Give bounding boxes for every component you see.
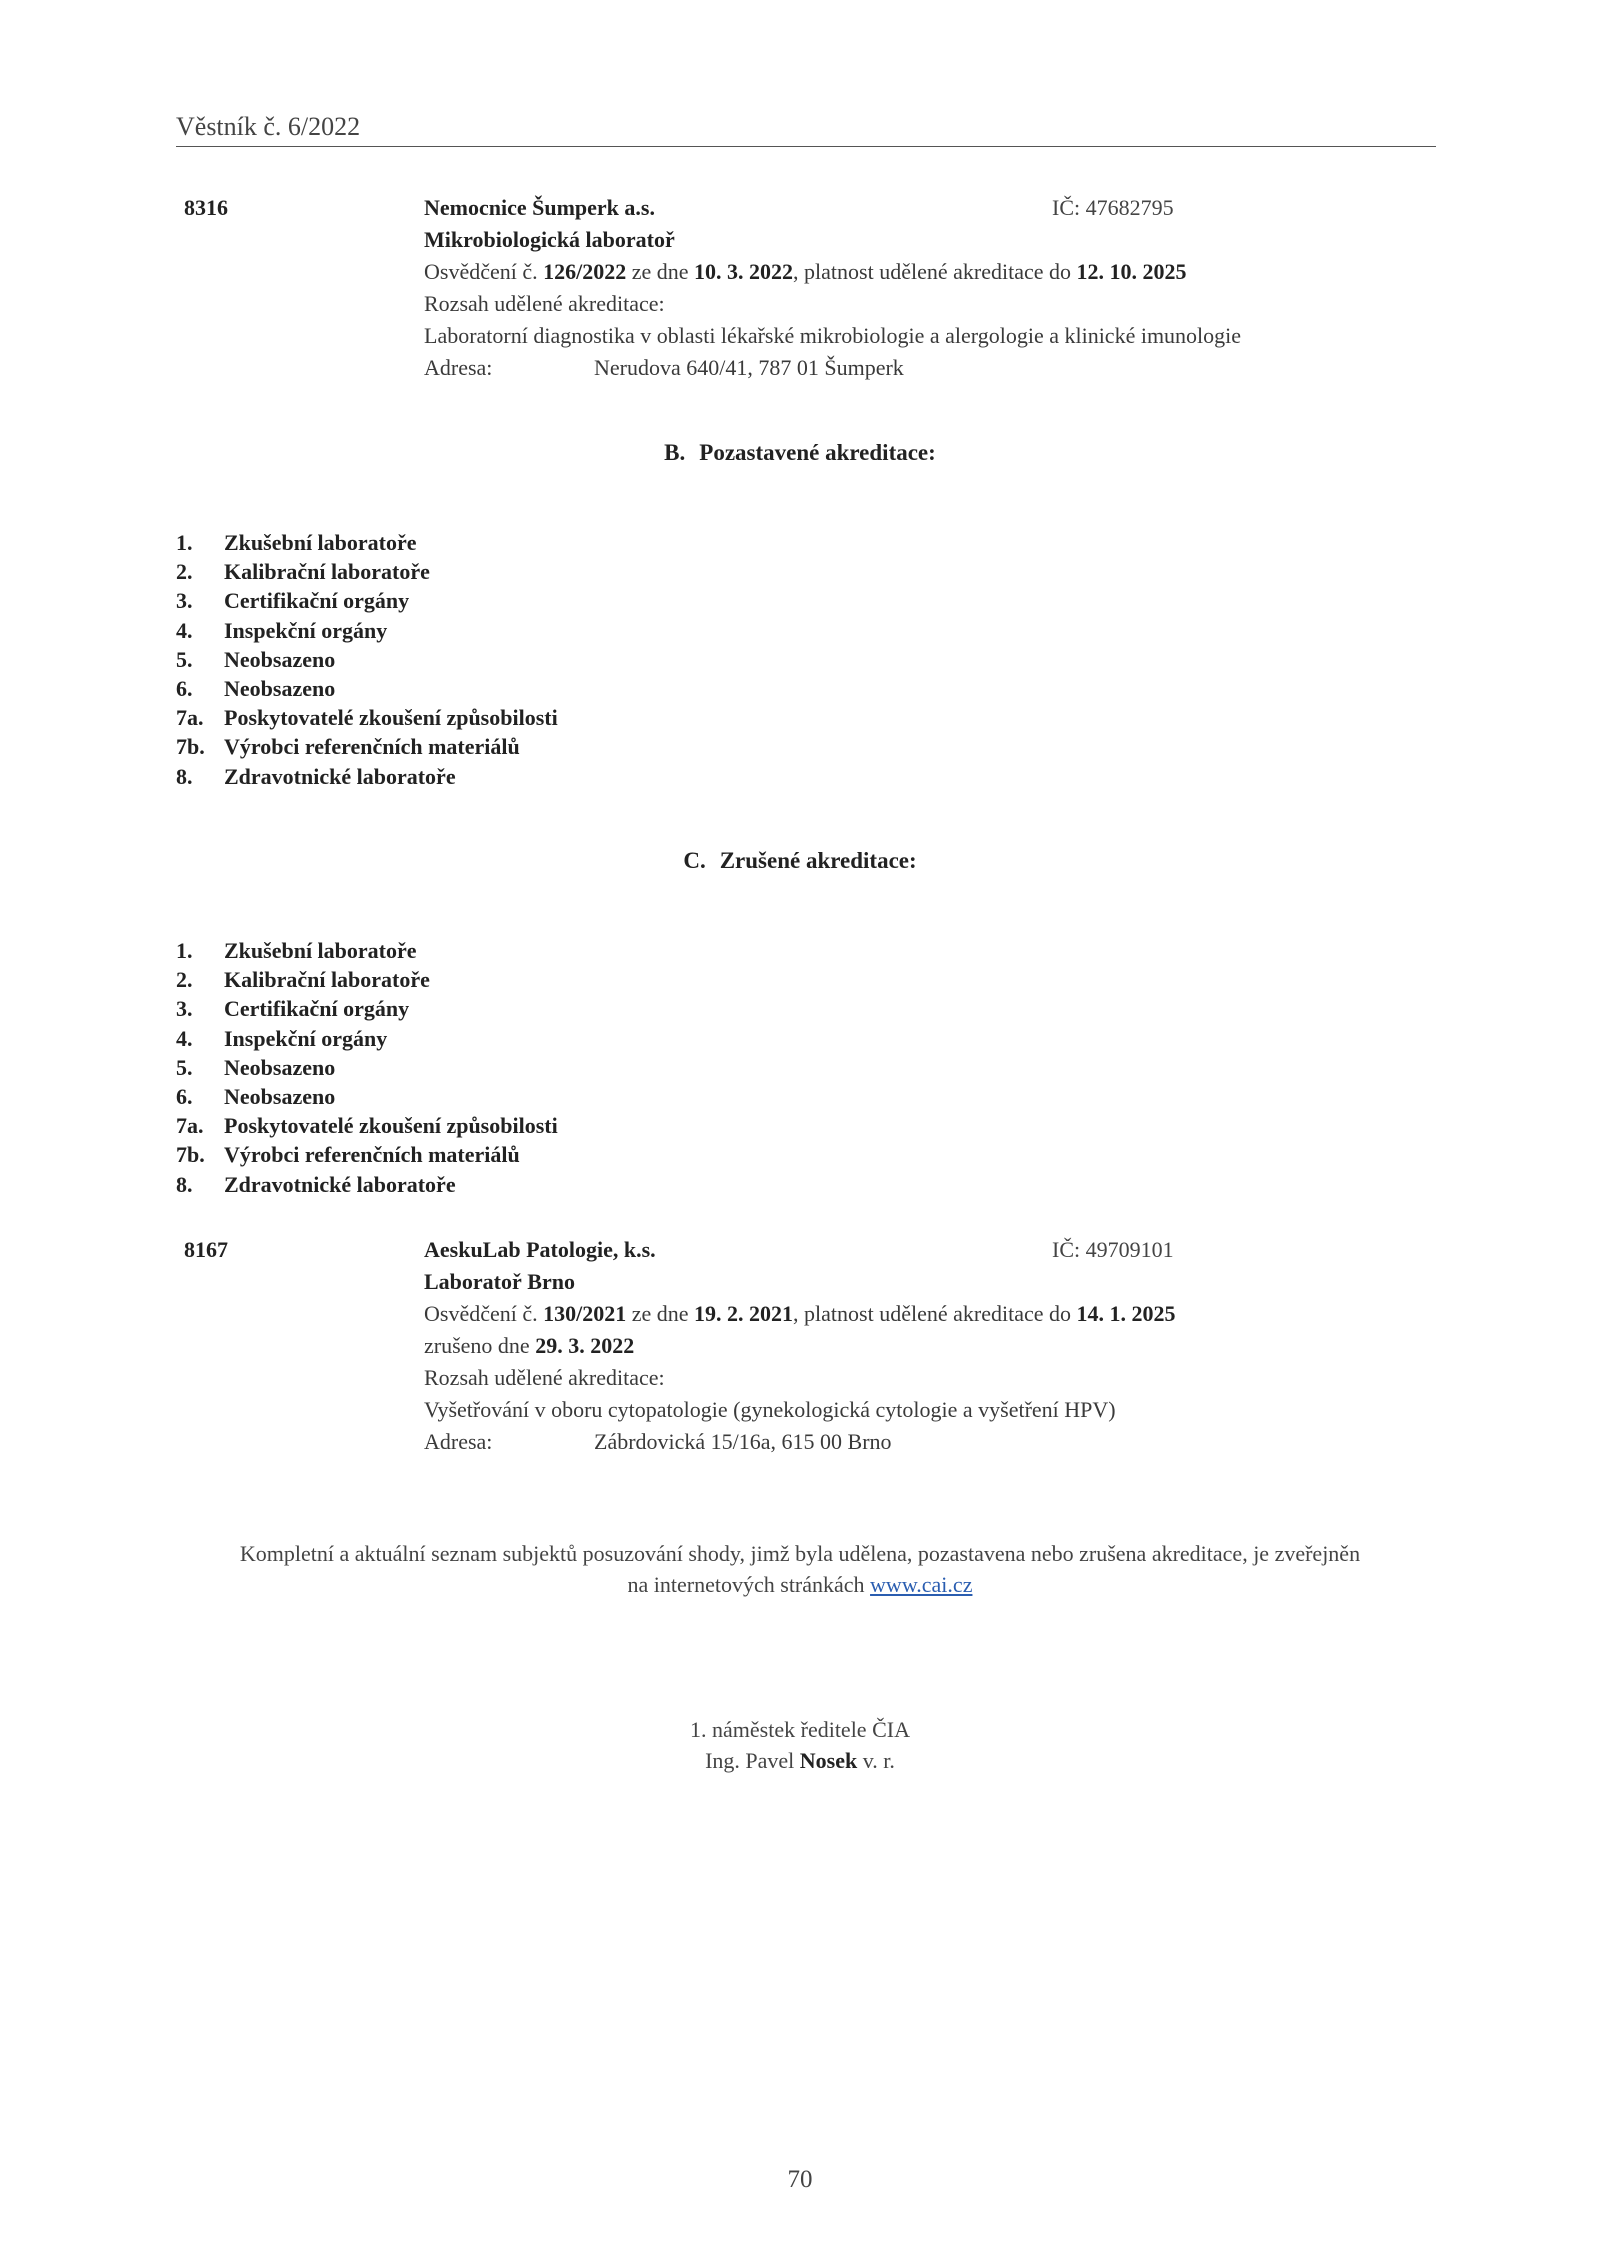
note-text: na internetových stránkách <box>627 1572 865 1597</box>
item-label: Zkušební laboratoře <box>224 938 417 963</box>
certificate-date-prefix: ze dne <box>631 1301 689 1326</box>
item-label: Certifikační orgány <box>224 588 410 614</box>
certificate-date: 19. 2. 2021 <box>694 1301 794 1326</box>
list-item <box>176 1082 558 1111</box>
item-number: 4. <box>176 1025 193 1051</box>
item-number: 6. <box>176 676 193 702</box>
record-id: 8316 <box>184 195 228 220</box>
item-number: 2. <box>176 967 193 993</box>
section-c-letter: C. <box>683 848 706 873</box>
certificate-date-prefix: ze dne <box>631 259 689 284</box>
scope-label: Rozsah udělené akreditace: <box>424 1365 665 1390</box>
scope-label: Rozsah udělené akreditace: <box>424 291 665 316</box>
company-id: IČ: 47682795 <box>1052 195 1174 220</box>
item-number: 8. <box>176 1171 193 1197</box>
address-line <box>424 352 1424 384</box>
certificate-line <box>424 256 1424 288</box>
item-number: 6. <box>176 1084 193 1110</box>
list-item <box>176 586 558 615</box>
signatory-name-line <box>0 1745 1600 1776</box>
list-item <box>176 1024 558 1053</box>
item-number: 4. <box>176 617 193 643</box>
certificate-date: 10. 3. 2022 <box>694 259 794 284</box>
page-header <box>176 112 1436 147</box>
item-number: 7a. <box>176 705 204 731</box>
publication-note <box>160 1538 1440 1600</box>
item-number: 8. <box>176 763 193 789</box>
list-item <box>176 1140 558 1169</box>
scope-text: Laboratorní diagnostika v oblasti lékařské mikrobiologie a alergologie a klinické imunologie <box>424 323 1242 348</box>
certificate-number: 126/2022 <box>543 259 627 284</box>
item-label: Neobsazeno <box>224 1054 336 1080</box>
address-label: Adresa: <box>424 355 493 380</box>
list-item <box>176 936 558 965</box>
item-label: Výrobci referenčních materiálů <box>224 1142 520 1168</box>
cancellation-date: 29. 3. 2022 <box>535 1333 635 1358</box>
list-item <box>176 762 558 791</box>
company-id: IČ: 49709101 <box>1052 1237 1174 1262</box>
list-item <box>176 1111 558 1140</box>
section-b-heading: Pozastavené akreditace: <box>699 440 936 465</box>
item-number: 5. <box>176 1054 193 1080</box>
section-b-list <box>176 528 558 791</box>
organization-name: AeskuLab Patologie, k.s. <box>424 1237 656 1262</box>
item-number: 1. <box>176 530 193 555</box>
signatory-suffix: v. r. <box>862 1748 895 1773</box>
item-label: Zkušební laboratoře <box>224 530 417 555</box>
item-number: 2. <box>176 559 193 585</box>
section-c-heading: Zrušené akreditace: <box>719 848 917 873</box>
page-number: 70 <box>787 2166 813 2193</box>
list-item <box>176 703 558 732</box>
laboratory-name: Mikrobiologická laboratoř <box>424 227 675 252</box>
item-label: Inspekční orgány <box>224 617 388 643</box>
item-number: 3. <box>176 996 193 1022</box>
address-value: Nerudova 640/41, 787 01 Šumperk <box>594 355 904 380</box>
item-number: 5. <box>176 646 193 672</box>
validity-date: 14. 1. 2025 <box>1076 1301 1176 1326</box>
cancellation-prefix: zrušeno dne <box>424 1333 530 1358</box>
address-line <box>424 1426 1424 1458</box>
certificate-line <box>424 1298 1424 1330</box>
note-line-2 <box>160 1569 1440 1600</box>
cancellation-line <box>424 1330 1424 1362</box>
list-item <box>176 732 558 761</box>
note-line-1: Kompletní a aktuální seznam subjektů posuzování shody, jimž byla udělena, pozastavena nebo zrušena akreditace, je zveřejněn <box>239 1541 1361 1566</box>
item-label: Poskytovatelé zkoušení způsobilosti <box>224 705 558 731</box>
section-c-title <box>0 848 1600 874</box>
item-label: Inspekční orgány <box>224 1025 388 1051</box>
laboratory-name: Laboratoř Brno <box>424 1269 575 1294</box>
list-item <box>176 965 558 994</box>
website-link[interactable]: www.cai.cz <box>870 1572 973 1597</box>
item-label: Výrobci referenčních materiálů <box>224 734 520 760</box>
organization-name: Nemocnice Šumperk a.s. <box>424 195 655 220</box>
certificate-prefix: Osvědčení č. <box>424 1301 538 1326</box>
list-item <box>176 645 558 674</box>
signatory-name: Ing. Pavel <box>705 1748 795 1773</box>
item-label: Poskytovatelé zkoušení způsobilosti <box>224 1113 558 1139</box>
list-item <box>176 616 558 645</box>
item-label: Kalibrační laboratoře <box>224 559 430 585</box>
section-b-letter: B. <box>664 440 686 465</box>
address-label: Adresa: <box>424 1429 493 1454</box>
signatory-role: 1. náměstek ředitele ČIA <box>690 1717 910 1742</box>
address-value: Zábrdovická 15/16a, 615 00 Brno <box>594 1429 892 1454</box>
record-body <box>424 1234 1424 1458</box>
item-label: Neobsazeno <box>224 676 336 702</box>
validity-text: , platnost udělené akreditace do <box>793 1301 1071 1326</box>
validity-date: 12. 10. 2025 <box>1076 259 1187 284</box>
scope-text: Vyšetřování v oboru cytopatologie (gynekologická cytologie a vyšetření HPV) <box>424 1397 1116 1422</box>
validity-text: , platnost udělené akreditace do <box>793 259 1071 284</box>
item-number: 7b. <box>176 1142 205 1168</box>
section-c-list <box>176 936 558 1199</box>
list-item <box>176 994 558 1023</box>
item-label: Kalibrační laboratoře <box>224 967 430 993</box>
item-label: Zdravotnické laboratoře <box>224 763 456 789</box>
item-number: 3. <box>176 588 193 614</box>
certificate-prefix: Osvědčení č. <box>424 259 538 284</box>
record-body <box>424 192 1424 384</box>
section-b-title <box>0 440 1600 466</box>
item-label: Neobsazeno <box>224 1084 336 1110</box>
item-number: 7a. <box>176 1113 204 1139</box>
list-item <box>176 1170 558 1199</box>
item-label: Neobsazeno <box>224 646 336 672</box>
list-item <box>176 1053 558 1082</box>
item-number: 1. <box>176 938 193 963</box>
journal-title: Věstník č. 6/2022 <box>176 112 361 141</box>
signatory-surname: Nosek <box>799 1748 858 1773</box>
item-label: Certifikační orgány <box>224 996 410 1022</box>
record-id: 8167 <box>184 1237 228 1262</box>
list-item <box>176 674 558 703</box>
signature-block <box>0 1714 1600 1776</box>
item-label: Zdravotnické laboratoře <box>224 1171 456 1197</box>
list-item <box>176 528 558 557</box>
list-item <box>176 557 558 586</box>
item-number: 7b. <box>176 734 205 760</box>
certificate-number: 130/2021 <box>543 1301 627 1326</box>
